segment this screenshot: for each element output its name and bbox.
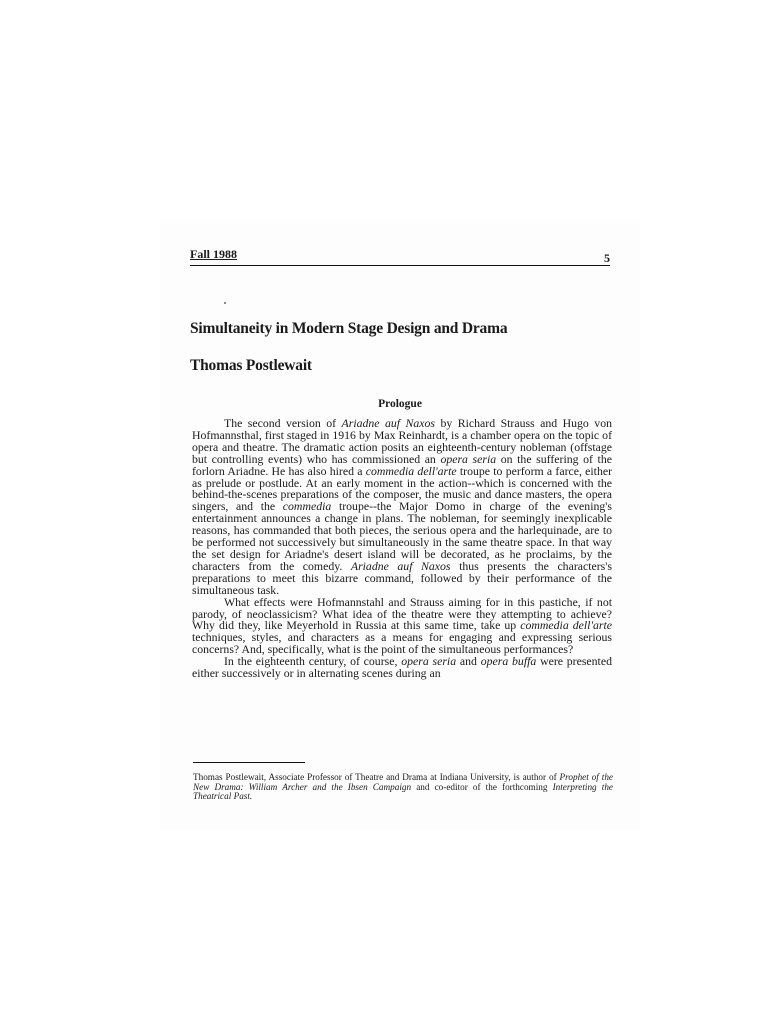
italic-text: opera seria <box>401 654 457 669</box>
italic-text: Ariadne auf Naxos <box>341 416 436 430</box>
text-run: The second version of <box>224 416 342 430</box>
italic-text: commedia dell'arte <box>520 618 612 633</box>
footnote <box>193 773 613 802</box>
text-run: thus presents the characters's preparations to meet this bizarre command, followed by their performance of the simultaneous task. <box>192 558 612 597</box>
italic-text: commedia dell'arte <box>365 463 457 478</box>
paragraph <box>192 418 612 597</box>
article-author: Thomas Postlewait <box>190 357 312 374</box>
text-run: by Richard Strauss and Hugo von Hofmannsthal, first staged in 1916 by Max Reinhardt, is a chamber opera on the topic of opera and theatre. The dramatic action posits an eighteenth-century nobleman (offstage but controlling events) who has commissioned an <box>192 416 612 466</box>
italic-text: opera buffa <box>480 654 537 669</box>
section-heading: Prologue <box>378 398 422 410</box>
text-run: What effects were Hofmannstahl and Strauss aiming for in this pastiche, if not parody, of neoclassicism? What idea of the theatre were they attempting to achieve? Why did they, like Meyerhold in Russia at this same time, take up <box>192 594 612 633</box>
article-body <box>192 418 612 680</box>
page-number: 5 <box>604 251 610 265</box>
italic-text: Ariadne auf Naxos <box>350 558 451 573</box>
text-run: In the eighteenth century, of course, <box>224 654 402 669</box>
italic-text: opera seria <box>440 451 497 466</box>
paragraph <box>192 656 612 680</box>
scan-speck <box>224 302 226 304</box>
running-head <box>190 247 610 266</box>
italic-text: Interpreting the Theatrical Past. <box>193 781 613 802</box>
text-run: on the suffering of the forlorn Ariadne. He has also hired a <box>192 451 612 478</box>
text-run: and <box>456 654 481 669</box>
text-run: Thomas Postlewait, Associate Professor of Theatre and Drama at Indiana University, is author of <box>193 772 560 782</box>
italic-text: Prophet of the New Drama: William Archer and the Ibsen Campaign <box>193 772 613 792</box>
text-run: troupe to perform a farce, either as prelude or postlude. At an early moment in the action--which is concerned with the behind-the-scenes preparations of the composer, the music and dance masters, the opera singers, and the <box>192 463 613 514</box>
footnote-rule <box>193 762 305 763</box>
text-run: techniques, styles, and characters as a means for engaging and expressing serious concerns? And, specifically, what is the point of the simultaneous performances? <box>192 630 612 657</box>
article-title: Simultaneity in Modern Stage Design and Drama <box>190 320 508 337</box>
text-run: troupe--the Major Domo in charge of the evening's entertainment announces a change in plans. The nobleman, for seemingly inexplicable reasons, has commanded that both pieces, the serious opera and the harlequinade, are to be performed not successively but simultaneously in the same theatre space. In that way the set design for Ariadne's desert island will be decorated, as he proclaims, by the characters from the comedy. <box>192 499 612 573</box>
paragraph <box>192 594 612 657</box>
running-head-issue: Fall 1988 <box>190 247 237 261</box>
italic-text: commedia <box>282 499 332 514</box>
text-run: and co-editor of the forthcoming <box>411 781 553 792</box>
text-run: were presented either successively or in alternating scenes during an <box>192 654 612 681</box>
